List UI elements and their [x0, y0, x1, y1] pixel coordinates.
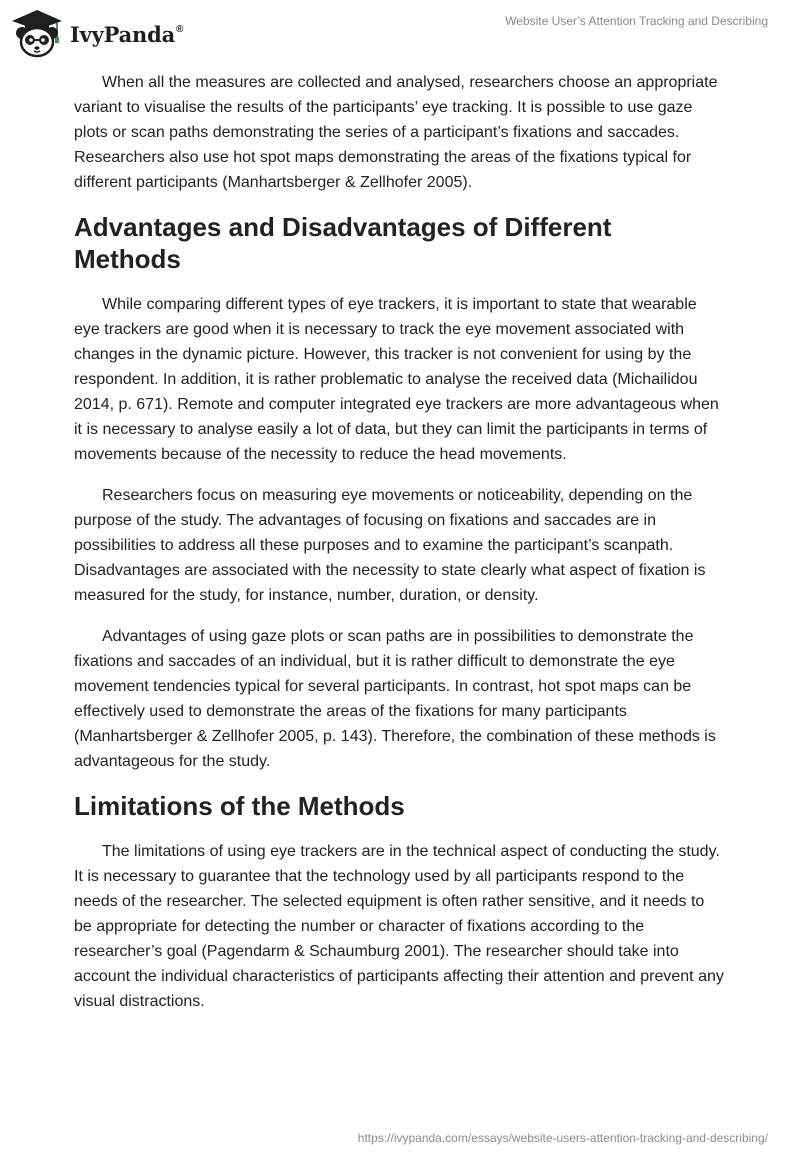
ivypanda-logo[interactable] — [10, 8, 183, 58]
heading-advantages-disadvantages: Advantages and Disadvantages of Different Methods — [74, 212, 612, 274]
paragraph-visualisation: When all the measures are collected and analysed, researchers choose an appropriate variant to visualise the results of the participants’ eye tracking. It is possible to use gaze plots or scan paths demonstrating the series of a participant’s fixations and saccades. Researchers also use hot spot maps demonstrating the areas of the fixations typical for different participants (Manhartsberger & Zellhofer 2005). — [74, 74, 718, 191]
paragraph-limitations: The limitations of using eye trackers are in the technical aspect of conducting the study. It is necessary to guarantee that the technology used by all participants respond to the needs of the researcher. The selected equipment is often rather sensitive, and it needs to be appropriate for detecting the number or character of fixations according to the researcher’s goal (Pagendarm & Schaumburg 2001). The researcher should take into account the individual characteristics of participants affecting their attention and prevent any visual distractions. — [74, 843, 724, 1010]
paragraph-gaze-plots: Advantages of using gaze plots or scan paths are in possibilities to demonstrate the fixations and saccades of an individual, but it is rather difficult to demonstrate the eye movement tendencies typical for several participants. In contrast, hot spot maps can be effectively used to demonstrate the areas of the fixations for many participants (Manhartsberger & Zellhofer 2005, p. 143). Therefore, the combination of these methods is advantageous for the study. — [74, 628, 716, 770]
panda-graduate-logo-icon — [10, 8, 64, 58]
page-header — [0, 0, 800, 60]
paragraph-eye-trackers: While comparing different types of eye trackers, it is important to state that wearable eye trackers are good when it is necessary to track the eye movement associated with changes in the dynamic picture. However, this tracker is not convenient for using by the respondent. In addition, it is rather problematic to analyse the received data (Michailidou 2014, p. 671). Remote and computer integrated eye trackers are more advantageous when it is necessary to analyse easily a lot of data, but they can limit the participants in terms of movements because of the necessity to reduce the head movements. — [74, 296, 719, 463]
brand-name: IvyPanda® — [70, 21, 184, 47]
registered-mark: ® — [176, 23, 184, 35]
paragraph-fixations-saccades: Researchers focus on measuring eye movements or noticeability, depending on the purpose of the study. The advantages of focusing on fixations and saccades are in possibilities to address all these purposes and to examine the participant’s scanpath. Disadvantages are associated with the necessity to state clearly what aspect of fixation is measured for the study, for instance, number, duration, or density. — [74, 487, 706, 604]
footer-url[interactable]: https://ivypanda.com/essays/website-users-attention-tracking-and-describing/ — [357, 1131, 768, 1145]
article-content — [74, 70, 724, 1030]
document-title: Website User’s Attention Tracking and Describing — [505, 14, 768, 28]
heading-limitations: Limitations of the Methods — [74, 791, 405, 821]
